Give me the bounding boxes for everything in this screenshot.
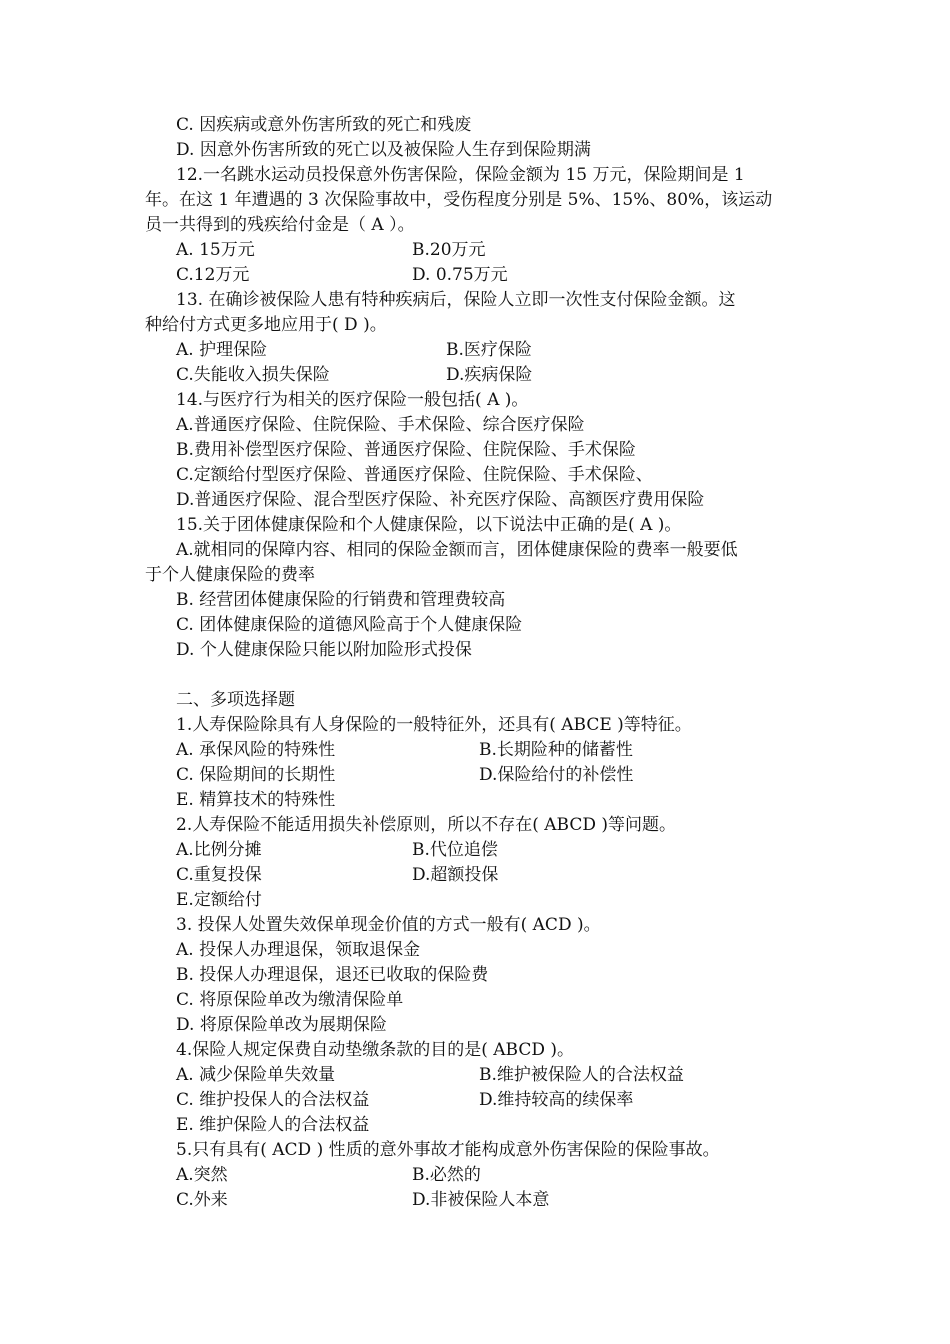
m3-stem: 3. 投保人处置失效保单现金价值的方式一般有( ACD )。 — [176, 915, 601, 935]
m4-option-e: E. 维护保险人的合法权益 — [176, 1115, 370, 1135]
section-heading: 二、多项选择题 — [176, 690, 295, 710]
q12-options-ab — [145, 238, 815, 263]
m4-options-ab — [145, 1063, 815, 1088]
m1-option-b: B.长期险种的储蓄性 — [479, 740, 633, 760]
m3-option-b: B. 投保人办理退保，退还已收取的保险费 — [176, 965, 489, 985]
m3-option-d: D. 将原保险单改为展期保险 — [176, 1015, 387, 1035]
q15-option-a-line1: A.就相同的保障内容、相同的保险金额而言，团体健康保险的费率一般要低 — [176, 540, 738, 560]
m1-option-e: E. 精算技术的特殊性 — [176, 790, 336, 810]
m4-stem: 4.保险人规定保费自动垫缴条款的目的是( ABCD )。 — [176, 1040, 575, 1060]
m1-option-d: D.保险给付的补偿性 — [479, 765, 634, 785]
m3-option-c: C. 将原保险单改为缴清保险单 — [176, 990, 404, 1010]
q12-option-b: B.20万元 — [412, 240, 486, 260]
m1-option-a: A. 承保风险的特殊性 — [176, 740, 336, 760]
m2-options-ab — [145, 838, 815, 863]
m2-option-d: D.超额投保 — [412, 865, 499, 885]
m3-option-a: A. 投保人办理退保，领取退保金 — [176, 940, 421, 960]
m5-stem: 5.只有具有( ACD ) 性质的意外事故才能构成意外伤害保险的保险事故。 — [176, 1140, 720, 1160]
q15-option-a-line2: 于个人健康保险的费率 — [145, 565, 315, 585]
m2-options-cd — [145, 863, 815, 888]
m2-option-b: B.代位追偿 — [412, 840, 498, 860]
m5-option-c: C.外来 — [176, 1190, 228, 1210]
q15-option-c: C. 团体健康保险的道德风险高于个人健康保险 — [176, 615, 523, 635]
q14-option-d: D.普通医疗保险、混合型医疗保险、补充医疗保险、高额医疗费用保险 — [176, 490, 705, 510]
section-spacer — [145, 663, 815, 688]
m1-options-cd — [145, 763, 815, 788]
m2-option-a: A.比例分摊 — [176, 840, 262, 860]
m4-option-c: C. 维护投保人的合法权益 — [176, 1090, 370, 1110]
m5-option-d: D.非被保险人本意 — [412, 1190, 550, 1210]
m4-option-b: B.维护被保险人的合法权益 — [479, 1065, 684, 1085]
q12-stem-line1: 12.一名跳水运动员投保意外伤害保险，保险金额为 15 万元，保险期间是 1 — [176, 165, 745, 185]
q13-option-a: A. 护理保险 — [176, 340, 268, 360]
m4-options-cd — [145, 1088, 815, 1113]
q11-option-d: D. 因意外伤害所致的死亡以及被保险人生存到保险期满 — [176, 140, 591, 160]
q12-stem-line3: 员一共得到的残疾给付金是（ A ）。 — [145, 215, 415, 235]
q13-option-d: D.疾病保险 — [446, 365, 533, 385]
m4-option-d: D.维持较高的续保率 — [479, 1090, 634, 1110]
q13-option-b: B.医疗保险 — [446, 340, 532, 360]
m5-options-cd — [145, 1188, 815, 1213]
q13-options-cd — [145, 363, 815, 388]
m5-options-ab — [145, 1163, 815, 1188]
m2-option-c: C.重复投保 — [176, 865, 262, 885]
m2-stem: 2.人寿保险不能适用损失补偿原则，所以不存在( ABCD )等问题。 — [176, 815, 677, 835]
q12-options-cd — [145, 263, 815, 288]
q13-option-c: C.失能收入损失保险 — [176, 365, 330, 385]
m1-option-c: C. 保险期间的长期性 — [176, 765, 336, 785]
q14-option-b: B.费用补偿型医疗保险、普通医疗保险、住院保险、手术保险 — [176, 440, 636, 460]
m5-option-b: B.必然的 — [412, 1165, 481, 1185]
m4-option-a: A. 减少保险单失效量 — [176, 1065, 336, 1085]
m2-option-e: E.定额给付 — [176, 890, 262, 910]
q14-option-a: A.普通医疗保险、住院保险、手术保险、综合医疗保险 — [176, 415, 585, 435]
m5-option-a: A.突然 — [176, 1165, 228, 1185]
m1-options-ab — [145, 738, 815, 763]
q12-stem-line2: 年。在这 1 年遭遇的 3 次保险事故中，受伤程度分别是 5%、15%、80%，该运动 — [145, 190, 773, 210]
q13-stem-line2: 种给付方式更多地应用于( D )。 — [145, 315, 387, 335]
q11-option-c: C. 因疾病或意外伤害所致的死亡和残废 — [176, 115, 472, 135]
q14-option-c: C.定额给付型医疗保险、普通医疗保险、住院保险、手术保险、 — [176, 465, 653, 485]
q12-option-a: A. 15万元 — [176, 240, 255, 260]
q15-stem: 15.关于团体健康保险和个人健康保险，以下说法中正确的是( A )。 — [176, 515, 682, 535]
m1-stem: 1.人寿保险除具有人身保险的一般特征外，还具有( ABCE )等特征。 — [176, 715, 692, 735]
q13-stem-line1: 13. 在确诊被保险人患有特种疾病后，保险人立即一次性支付保险金额。这 — [176, 290, 736, 310]
document-page — [145, 113, 815, 1213]
q12-option-c: C.12万元 — [176, 265, 250, 285]
q14-stem: 14.与医疗行为相关的医疗保险一般包括( A )。 — [176, 390, 529, 410]
q13-options-ab — [145, 338, 815, 363]
q15-option-d: D. 个人健康保险只能以附加险形式投保 — [176, 640, 472, 660]
q15-option-b: B. 经营团体健康保险的行销费和管理费较高 — [176, 590, 506, 610]
q12-option-d: D. 0.75万元 — [412, 265, 508, 285]
